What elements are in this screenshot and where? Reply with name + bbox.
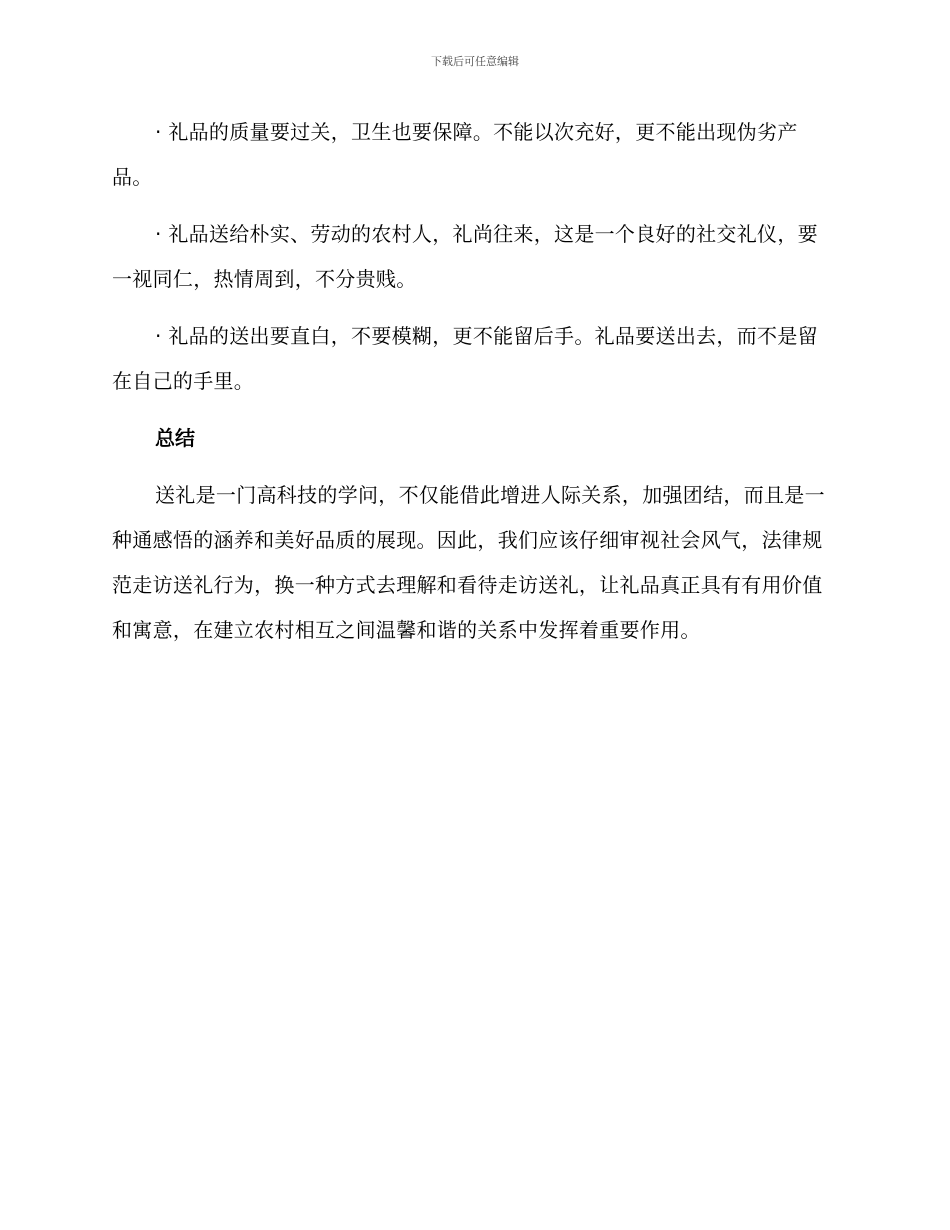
summary-heading: 总结	[155, 426, 195, 450]
document-body	[112, 110, 838, 653]
page-header: 下载后可任意编辑	[431, 55, 519, 68]
bullet-paragraph-quality: · 礼品的质量要过关，卫生也要保障。不能以次充好，更不能出现伪劣产品。	[112, 120, 798, 189]
summary-paragraph: 送礼是一门高科技的学问，不仅能借此增进人际关系，加强团结，而且是一种通感悟的涵养和美好品质的展现。因此，我们应该仔细审视社会风气，法律规范走访送礼行为，换一种方式去理解和看待走访送礼，让礼品真正具有有用价值和寓意，在建立农村相互之间温馨和谐的关系中发挥着重要作用。	[112, 483, 825, 642]
bullet-paragraph-etiquette: · 礼品送给朴实、劳动的农村人，礼尚往来，这是一个良好的社交礼仪，要一视同仁，热情周到，不分贵贱。	[112, 222, 818, 291]
bullet-paragraph-directness: · 礼品的送出要直白，不要模糊，更不能留后手。礼品要送出去，而不是留在自己的手里。	[112, 324, 818, 393]
